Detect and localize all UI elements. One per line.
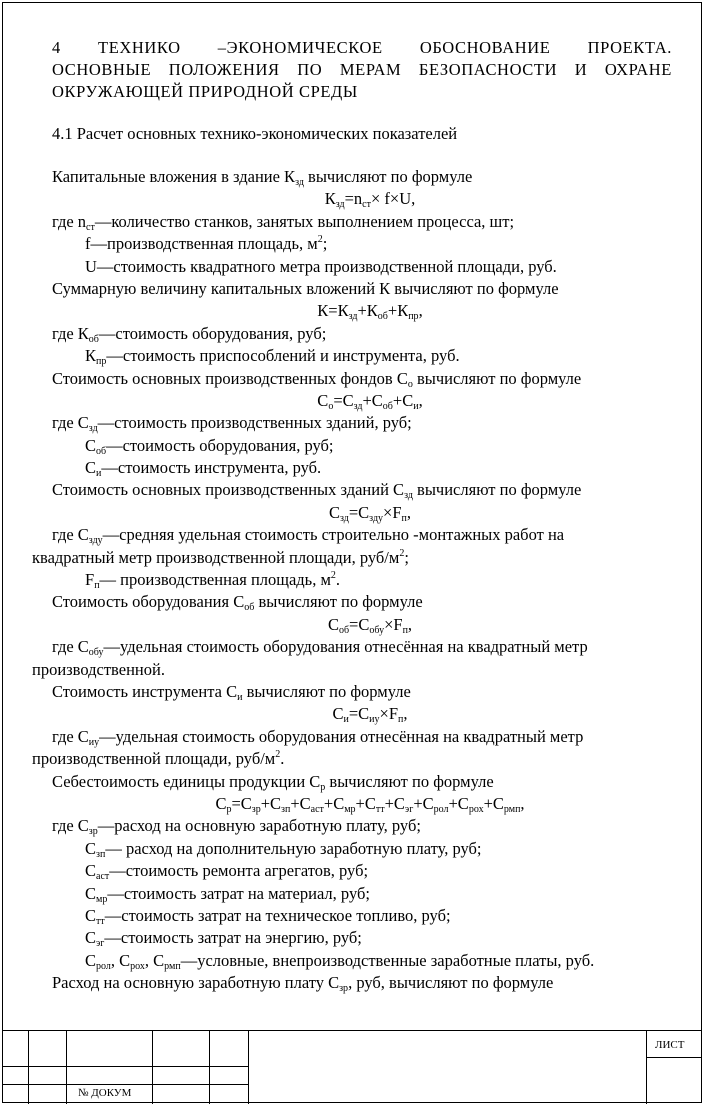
- stamp-line: [646, 1057, 702, 1058]
- document-body: [32, 166, 668, 994]
- heading-line-3: ОКРУЖАЮЩЕЙ ПРИРОДНОЙ СРЕДЫ: [52, 82, 358, 101]
- paragraph: Стоимость основных производственных зданий $С_{зд}$ вычисляют по формуле: [52, 480, 582, 502]
- definition: $F_п—$ производственная площадь, $м^2$.: [85, 570, 341, 592]
- stamp-line: [248, 1031, 249, 1104]
- definition: где $n_{ст}—количество$ станков, занятых выполнением процесса, шт;: [52, 211, 515, 233]
- section-heading: [52, 37, 672, 103]
- formula: $С_и=С_{иу}\times F_п$,: [332, 704, 408, 726]
- definition: где $С_{обу}—удельная$ стоимость оборудования отнесённая на квадратный метр: [52, 637, 588, 659]
- stamp-line: [28, 1031, 29, 1104]
- definition: $С_{аст}—стоимость$ ремонта агрегатов, руб;: [85, 861, 369, 883]
- formula: $С_о=С_{зд}+С_{об}+С_и$,: [317, 390, 423, 412]
- definition: где $К_{об}—стоимость$ оборудования, руб;: [52, 323, 327, 345]
- definition: $С_{мр}—стоимость$ затрат на материал, руб;: [85, 883, 370, 905]
- definition: $С_{рол}$, $С_{рох}$, $С_{рмп}—условные$, внепроизводственные заработные платы, руб.: [85, 950, 595, 972]
- definition: $К_{пр}—стоимость$ приспособлений и инструмента, руб.: [85, 346, 460, 368]
- stamp-line: [2, 1084, 248, 1085]
- definition: производственной.: [32, 659, 165, 679]
- subsection-heading: 4.1 Расчет основных технико-экономических показателей: [52, 124, 458, 143]
- formula: $С_{зд}=С_{зду}\times F_п$,: [328, 502, 411, 524]
- definition: U—стоимость квадратного метра производственной площади, руб.: [85, 256, 557, 276]
- formula: $К_{зд}=n_{ст}\times f\times U$,: [324, 189, 416, 211]
- definition: где $С_{зд}—стоимость$ производственных зданий, руб;: [52, 413, 412, 435]
- definition: где $С_{зду}—средняя$ удельная стоимость строительно -монтажных работ на: [52, 525, 565, 547]
- formula: $С_р=С_{зр}+С_{зп}+С_{аст}+С_{мр}+С_{тт}+С_{эг}+С_{рол}+С_{рох}+С_{рмп}$,: [215, 793, 525, 815]
- definition: $С_{эг}—стоимость$ затрат на энергию, руб;: [85, 928, 362, 950]
- paragraph: Стоимость оборудования $С_{об}$ вычисляют по формуле: [52, 592, 423, 614]
- definition: $С_{зп}—$ расход на дополнительную заработную плату, руб;: [85, 838, 482, 860]
- definition: f—производственная площадь, $м^2$;: [85, 234, 328, 254]
- sheet-label: ЛИСТ: [655, 1039, 685, 1051]
- formula: $С_{об}=С_{обу}\times F_п$,: [327, 614, 413, 636]
- definition: производственной площади, руб/$м^2$.: [32, 749, 285, 769]
- definition: $С_и—стоимость$ инструмента, руб.: [85, 458, 322, 480]
- formula: $К=К_{зд}+К_{об}+К_{пр}$,: [317, 301, 423, 323]
- doc-number-label: № ДОКУМ: [78, 1087, 132, 1099]
- stamp-line: [2, 1066, 248, 1067]
- definition: $С_{об}—стоимость$ оборудования, руб;: [85, 435, 334, 457]
- definition: где $С_{иу}—удельная$ стоимость оборудования отнесённая на квадратный метр: [52, 726, 584, 748]
- definition: квадратный метр производственной площади, руб/$м^2$;: [32, 547, 409, 567]
- paragraph: Стоимость основных производственных фондов $С_о$ вычисляют по формуле: [52, 368, 582, 390]
- heading-line-1: 4 ТЕХНИКО –ЭКОНОМИЧЕСКОЕ ОБОСНОВАНИЕ ПРОЕКТА.: [52, 38, 672, 57]
- paragraph: Расход на основную заработную плату $С_{зр}$, руб, вычисляют по формуле: [52, 973, 554, 995]
- stamp-line: [152, 1031, 153, 1104]
- stamp-line: [209, 1031, 210, 1104]
- definition: $С_{тт}—стоимость$ затрат на техническое топливо, руб;: [85, 905, 451, 927]
- paragraph: Себестоимость единицы продукции $С_р$ вычисляют по формуле: [52, 771, 494, 793]
- paragraph: Стоимость инструмента $С_и$ вычисляют по формуле: [52, 681, 411, 703]
- heading-line-2: ОСНОВНЫЕ ПОЛОЖЕНИЯ ПО МЕРАМ БЕЗОПАСНОСТИ И ОХРАНЕ: [52, 60, 672, 79]
- stamp-line: [646, 1031, 647, 1104]
- paragraph: Капитальные вложения в здание $К_{зд}$ вычисляют по формуле: [52, 167, 473, 188]
- definition: где $С_{зр}—расход$ на основную заработную плату, руб;: [52, 816, 421, 838]
- paragraph: Суммарную величину капитальных вложений К вычисляют по формуле: [52, 278, 559, 298]
- title-block: [2, 1030, 702, 1104]
- stamp-line: [66, 1031, 67, 1104]
